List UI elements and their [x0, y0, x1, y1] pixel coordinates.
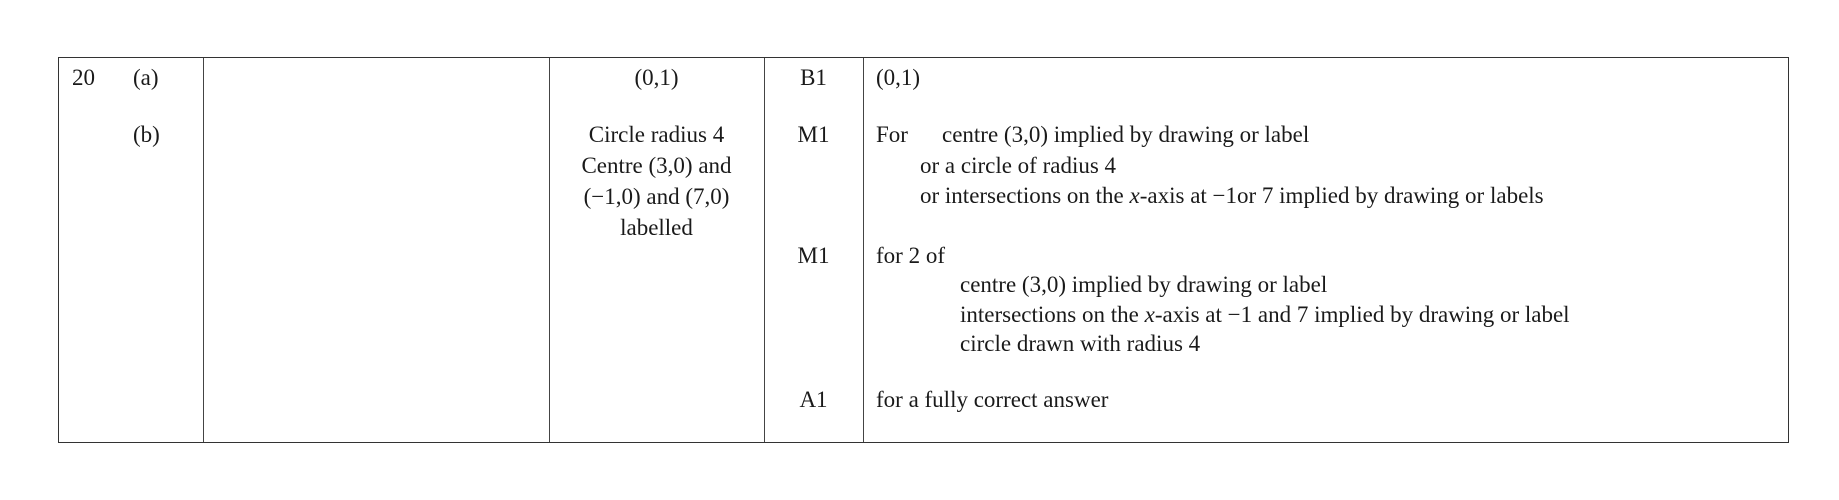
mark-code-a: B1	[800, 65, 827, 90]
answer-b-line: labelled	[620, 215, 693, 240]
answer-b-line: Circle radius 4	[588, 122, 725, 147]
column-divider	[549, 58, 550, 442]
column-divider	[863, 58, 864, 442]
notes-a: (0,1)	[876, 65, 921, 90]
mark-lead-b1: For	[876, 122, 908, 147]
part-label-b: (b)	[133, 122, 160, 147]
answer-a: (0,1)	[634, 65, 679, 90]
mark-lead-b2: for 2 of	[876, 243, 945, 268]
part-label-a: (a)	[133, 65, 159, 90]
answer-b-line: Centre (3,0) and	[581, 153, 732, 178]
mark-note-line: centre (3,0) implied by drawing or label	[960, 272, 1328, 297]
answer-b-line: (−1,0) and (7,0)	[583, 184, 730, 209]
mark-code-b1: M1	[797, 122, 830, 147]
column-divider	[203, 58, 204, 442]
mark-note-line: intersections on the x-axis at −1 and 7 implied by drawing or label	[960, 302, 1570, 327]
answer-b	[549, 119, 764, 243]
mark-note-line: or intersections on the x-axis at −1or 7 implied by drawing or labels	[920, 183, 1544, 208]
mark-scheme-table	[58, 57, 1789, 443]
question-number: 20	[72, 65, 95, 90]
mark-code-b3: A1	[799, 387, 828, 412]
mark-note-line: circle drawn with radius 4	[960, 331, 1201, 356]
mark-note-line: centre (3,0) implied by drawing or label	[942, 122, 1310, 147]
mark-lead-b3: for a fully correct answer	[876, 387, 1109, 412]
mark-code-b2: M1	[797, 243, 830, 268]
mark-note-line: or a circle of radius 4	[920, 153, 1117, 178]
